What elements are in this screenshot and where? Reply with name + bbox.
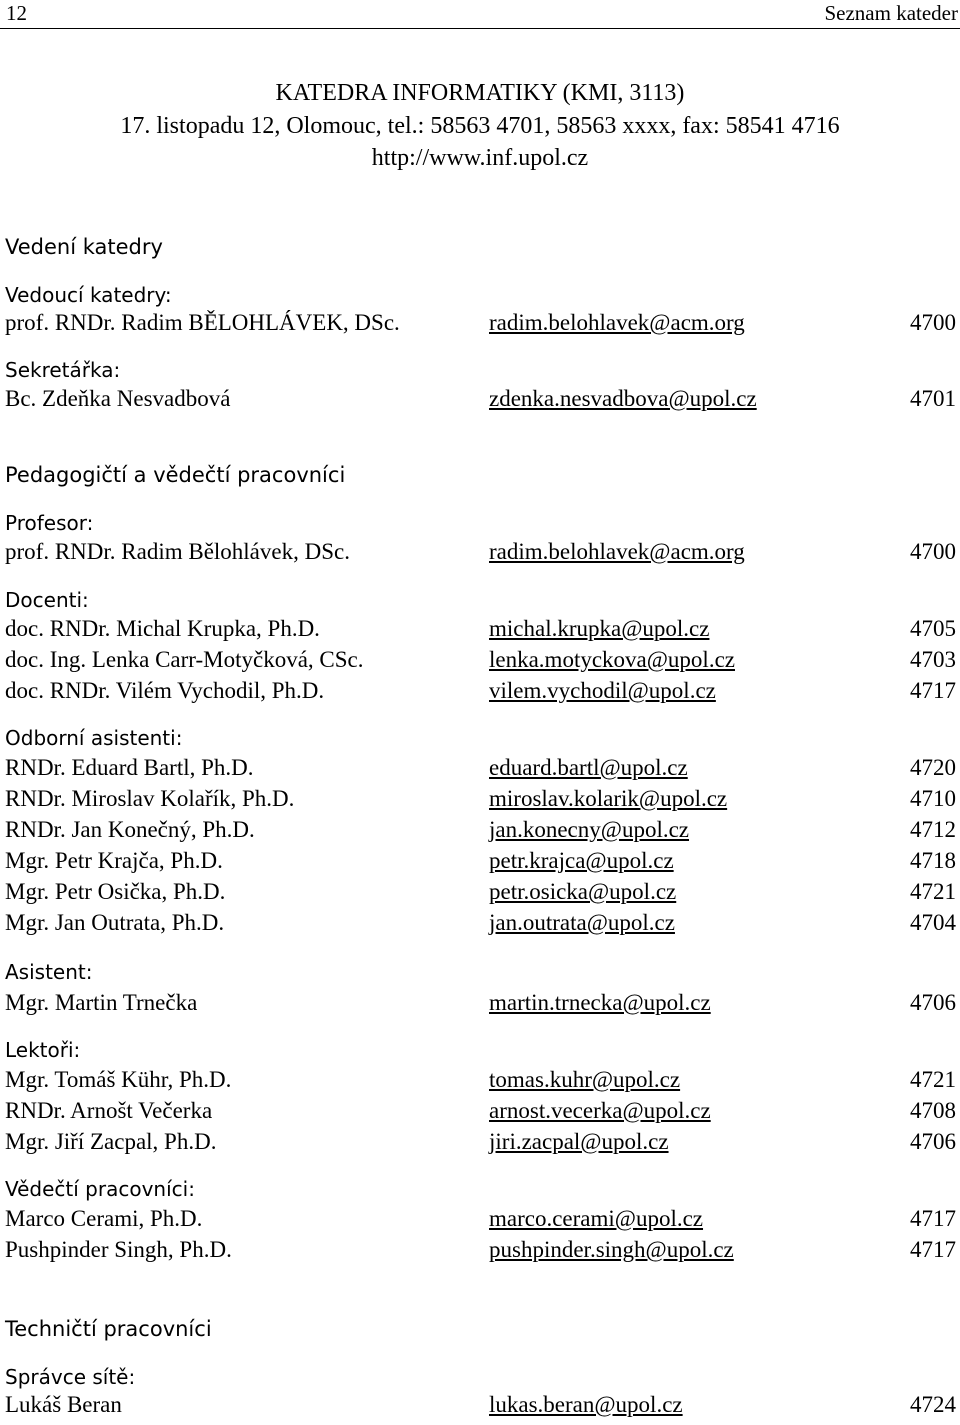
staff-phone-ext: 4700 — [910, 310, 956, 335]
staff-name: prof. RNDr. Radim BĚLOHLÁVEK, DSc. — [5, 310, 400, 335]
staff-name: Marco Cerami, Ph.D. — [5, 1206, 203, 1231]
staff-name: Bc. Zdeňka Nesvadbová — [5, 386, 231, 411]
staff-row — [0, 1206, 960, 1236]
staff-phone-ext: 4724 — [910, 1392, 956, 1417]
staff-phone-ext: 4712 — [910, 817, 956, 842]
staff-phone-ext: 4703 — [910, 647, 956, 672]
staff-row — [0, 786, 960, 816]
staff-row — [0, 1392, 960, 1422]
staff-phone-ext: 4720 — [910, 755, 956, 780]
staff-email-link[interactable]: jan.konecny@upol.cz — [489, 817, 690, 842]
label-odborni: Odborní asistenti: — [5, 726, 183, 750]
staff-name: Mgr. Jan Outrata, Ph.D. — [5, 910, 225, 935]
staff-name: prof. RNDr. Radim Bělohlávek, DSc. — [5, 539, 350, 564]
staff-row — [0, 1237, 960, 1267]
staff-name: Mgr. Tomáš Kühr, Ph.D. — [5, 1067, 232, 1092]
staff-email-link[interactable]: radim.belohlavek@acm.org — [489, 539, 745, 564]
staff-row — [0, 1098, 960, 1128]
staff-name: doc. RNDr. Vilém Vychodil, Ph.D. — [5, 678, 325, 703]
staff-name: Mgr. Jiří Zacpal, Ph.D. — [5, 1129, 217, 1154]
staff-row — [0, 310, 960, 340]
staff-phone-ext: 4717 — [910, 678, 956, 703]
staff-email-link[interactable]: radim.belohlavek@acm.org — [489, 310, 745, 335]
section-pedagogicti: Pedagogičtí a vědečtí pracovníci — [5, 463, 346, 487]
staff-email-link[interactable]: tomas.kuhr@upol.cz — [489, 1067, 681, 1092]
staff-phone-ext: 4717 — [910, 1237, 956, 1262]
staff-email-link[interactable]: petr.osicka@upol.cz — [489, 879, 677, 904]
page-header — [0, 0, 960, 30]
staff-row — [0, 910, 960, 940]
staff-phone-ext: 4710 — [910, 786, 956, 811]
staff-name: RNDr. Eduard Bartl, Ph.D. — [5, 755, 254, 780]
label-sekretarka: Sekretářka: — [5, 358, 121, 382]
staff-email-link[interactable]: eduard.bartl@upol.cz — [489, 755, 688, 780]
label-spravce: Správce sítě: — [5, 1365, 136, 1389]
department-title: KATEDRA INFORMATIKY (KMI, 3113) — [275, 80, 685, 106]
header-rule — [0, 28, 960, 29]
staff-row — [0, 817, 960, 847]
staff-row — [0, 990, 960, 1020]
staff-email-link[interactable]: miroslav.kolarik@upol.cz — [489, 786, 728, 811]
label-profesor: Profesor: — [5, 511, 94, 535]
label-lektori: Lektoři: — [5, 1038, 81, 1062]
staff-name: RNDr. Miroslav Kolařík, Ph.D. — [5, 786, 295, 811]
staff-name: Mgr. Martin Trnečka — [5, 990, 198, 1015]
staff-email-link[interactable]: michal.krupka@upol.cz — [489, 616, 710, 641]
staff-row — [0, 1129, 960, 1159]
staff-row — [0, 386, 960, 416]
staff-name: Mgr. Petr Krajča, Ph.D. — [5, 848, 223, 873]
staff-phone-ext: 4721 — [910, 1067, 956, 1092]
label-asistent: Asistent: — [5, 960, 93, 984]
staff-phone-ext: 4721 — [910, 879, 956, 904]
staff-phone-ext: 4706 — [910, 1129, 956, 1154]
staff-name: RNDr. Jan Konečný, Ph.D. — [5, 817, 255, 842]
label-docenti: Docenti: — [5, 588, 89, 612]
staff-email-link[interactable]: marco.cerami@upol.cz — [489, 1206, 704, 1231]
section-vedeni: Vedení katedry — [5, 235, 163, 259]
staff-phone-ext: 4706 — [910, 990, 956, 1015]
department-address: 17. listopadu 12, Olomouc, tel.: 58563 4701, 58563 xxxx, fax: 58541 4716 — [120, 113, 840, 139]
staff-email-link[interactable]: jan.outrata@upol.cz — [489, 910, 675, 935]
staff-email-link[interactable]: pushpinder.singh@upol.cz — [489, 1237, 734, 1262]
staff-email-link[interactable]: martin.trnecka@upol.cz — [489, 990, 711, 1015]
staff-email-link[interactable]: arnost.vecerka@upol.cz — [489, 1098, 711, 1123]
staff-name: Lukáš Beran — [5, 1392, 122, 1417]
staff-phone-ext: 4704 — [910, 910, 956, 935]
label-vedecti: Vědečtí pracovníci: — [5, 1177, 195, 1201]
staff-row — [0, 848, 960, 878]
staff-name: Pushpinder Singh, Ph.D. — [5, 1237, 232, 1262]
staff-row — [0, 647, 960, 677]
staff-phone-ext: 4701 — [910, 386, 956, 411]
staff-phone-ext: 4718 — [910, 848, 956, 873]
staff-name: doc. Ing. Lenka Carr-Motyčková, CSc. — [5, 647, 364, 672]
section-technicti: Techničtí pracovníci — [5, 1317, 212, 1341]
staff-name: RNDr. Arnošt Večerka — [5, 1098, 213, 1123]
staff-phone-ext: 4705 — [910, 616, 956, 641]
staff-phone-ext: 4717 — [910, 1206, 956, 1231]
page-number: 12 — [6, 1, 27, 25]
staff-email-link[interactable]: zdenka.nesvadbova@upol.cz — [489, 386, 757, 411]
staff-row — [0, 879, 960, 909]
staff-email-link[interactable]: petr.krajca@upol.cz — [489, 848, 674, 873]
staff-email-link[interactable]: lenka.motyckova@upol.cz — [489, 647, 735, 672]
staff-row — [0, 1067, 960, 1097]
staff-email-link[interactable]: vilem.vychodil@upol.cz — [489, 678, 716, 703]
staff-email-link[interactable]: lukas.beran@upol.cz — [489, 1392, 683, 1417]
staff-row — [0, 616, 960, 646]
staff-row — [0, 755, 960, 785]
label-vedouci: Vedoucí katedry: — [5, 283, 172, 307]
running-title: Seznam kateder — [824, 1, 958, 25]
staff-email-link[interactable]: jiri.zacpal@upol.cz — [489, 1129, 669, 1154]
staff-row — [0, 678, 960, 708]
staff-name: Mgr. Petr Osička, Ph.D. — [5, 879, 226, 904]
department-web[interactable]: http://www.inf.upol.cz — [371, 145, 589, 171]
staff-row — [0, 539, 960, 569]
staff-name: doc. RNDr. Michal Krupka, Ph.D. — [5, 616, 320, 641]
staff-phone-ext: 4700 — [910, 539, 956, 564]
staff-phone-ext: 4708 — [910, 1098, 956, 1123]
